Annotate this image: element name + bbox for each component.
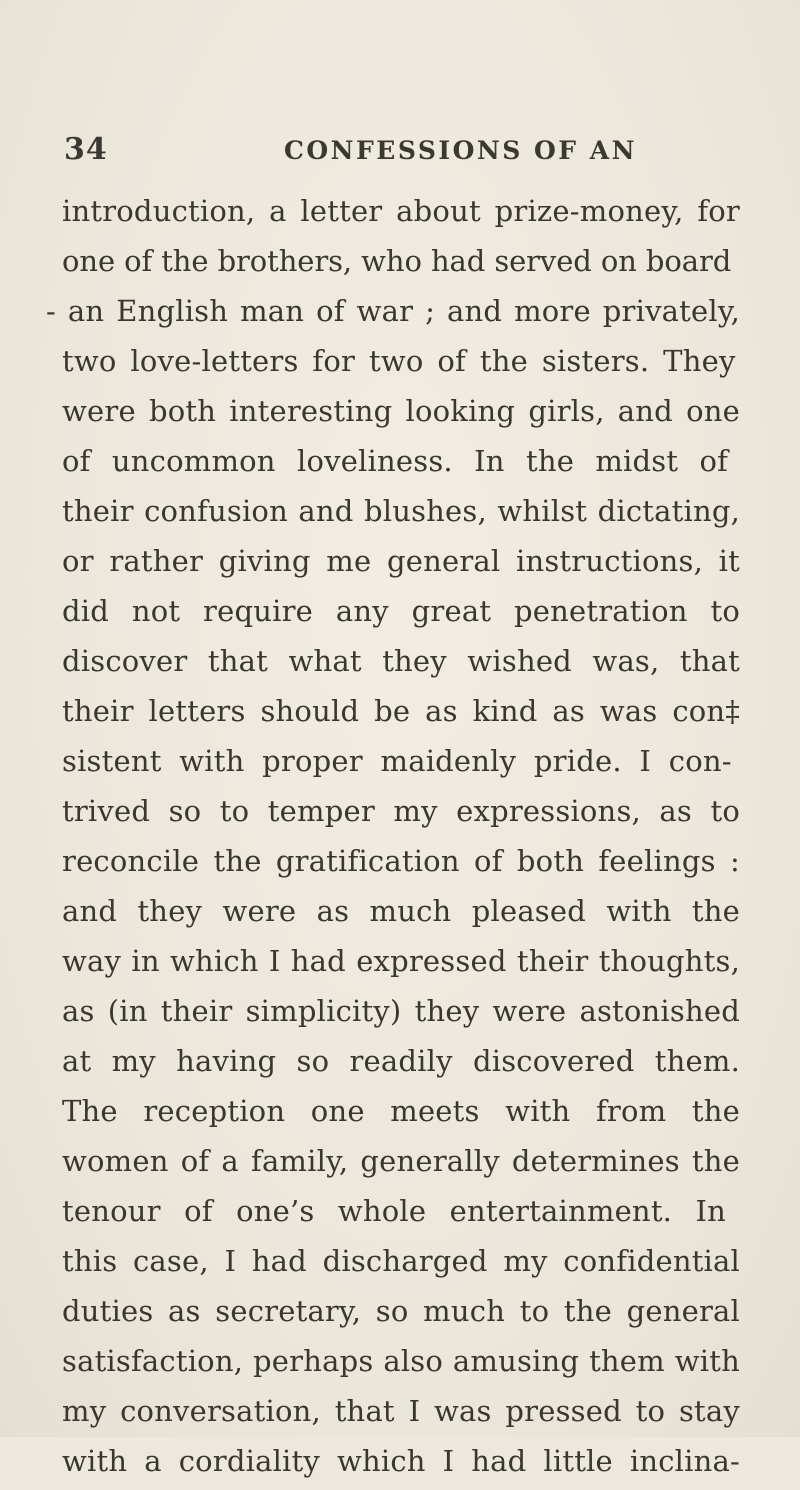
text-line: The reception one meets with from the	[62, 1094, 740, 1128]
text-line: - an English man of war ; and more privately,	[46, 294, 740, 328]
text-line: two love-letters for two of the sisters. They	[62, 344, 736, 378]
text-line: at my having so readily discovered them.	[62, 1044, 740, 1078]
text-line: duties as secretary, so much to the general	[62, 1294, 740, 1328]
text-line: sistent with proper maidenly pride. I con-	[62, 744, 732, 778]
text-line: with a cordiality which I had little inclina-	[62, 1444, 740, 1478]
running-head: CONFESSIONS OF AN	[284, 136, 637, 165]
text-line: reconcile the gratification of both feelings :	[62, 844, 740, 878]
text-line: introduction, a letter about prize-money, for	[62, 194, 740, 228]
page-header	[64, 132, 744, 172]
text-line: as (in their simplicity) they were astonished	[62, 994, 740, 1028]
text-line: their letters should be as kind as was con‡	[62, 694, 740, 728]
text-line: one of the brothers, who had served on board	[62, 244, 732, 278]
text-line: of uncommon loveliness. In the midst of	[62, 444, 729, 478]
text-line: were both interesting looking girls, and one	[62, 394, 740, 428]
text-line: and they were as much pleased with the	[62, 894, 740, 928]
page-number: 34	[64, 132, 108, 167]
text-line: did not require any great penetration to	[62, 594, 740, 628]
text-line: satisfaction, perhaps also amusing them with	[62, 1344, 740, 1378]
text-line: this case, I had discharged my confidential	[62, 1244, 740, 1278]
text-line: discover that what they wished was, that	[62, 644, 740, 678]
text-line: their confusion and blushes, whilst dictating,	[62, 494, 740, 528]
text-line: my conversation, that I was pressed to stay	[62, 1394, 740, 1428]
text-line: women of a family, generally determines the	[62, 1144, 740, 1178]
text-line: way in which I had expressed their thoughts,	[62, 944, 740, 978]
text-line: tenour of one’s whole entertainment. In	[62, 1194, 727, 1228]
text-line: or rather giving me general instructions, it	[62, 544, 740, 578]
text-line: trived so to temper my expressions, as to	[62, 794, 740, 828]
